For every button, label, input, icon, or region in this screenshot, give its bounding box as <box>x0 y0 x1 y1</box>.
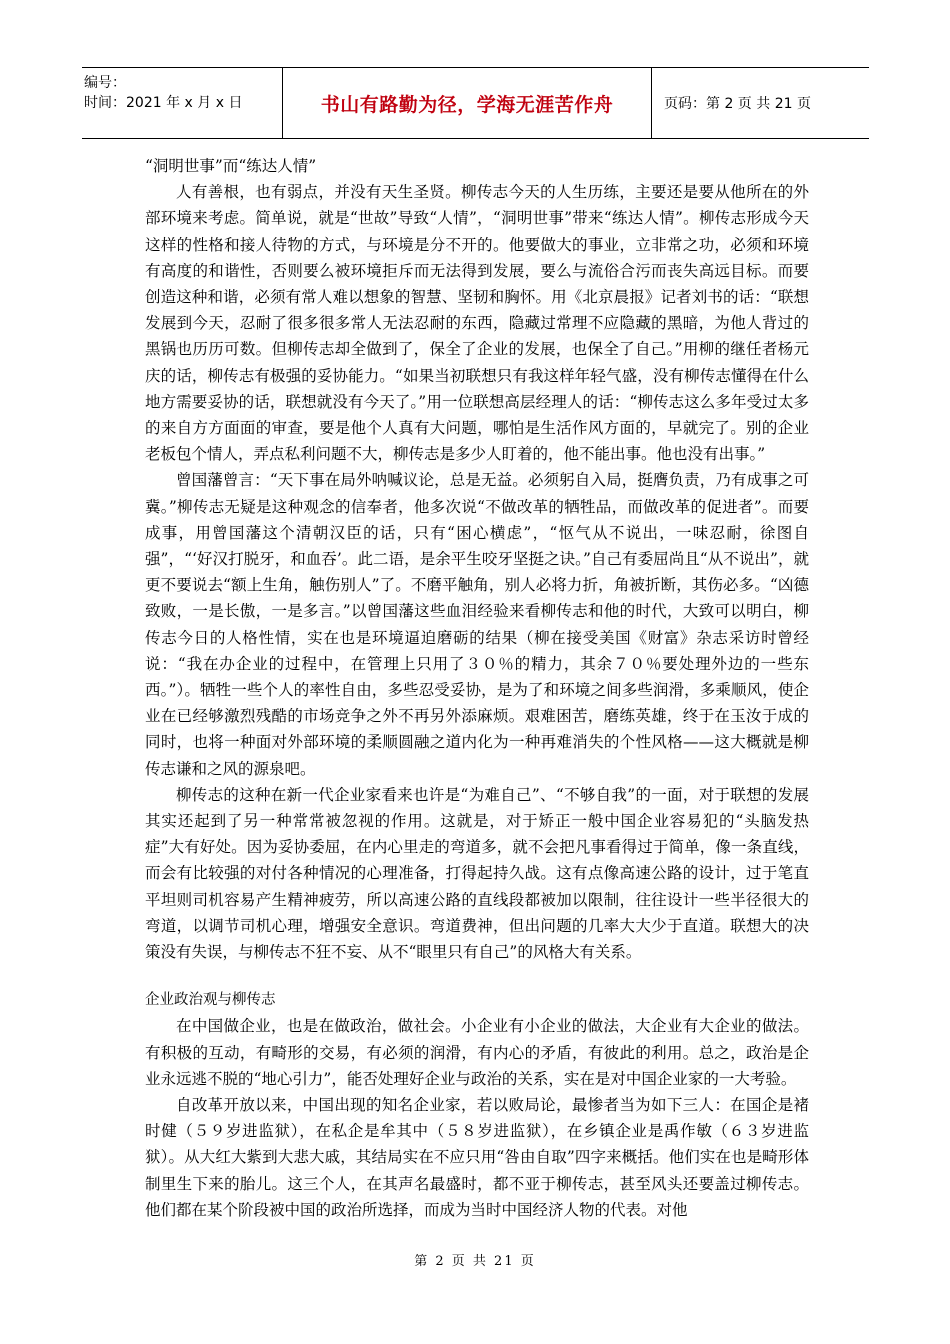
article-body <box>145 153 809 1223</box>
document-number-label: 编号： <box>84 75 126 91</box>
header-meta <box>82 68 282 138</box>
paragraph: 在中国做企业，也是在做政治，做社会。小企业有小企业的做法，大企业有大企业的做法。有积极的互动，有畸形的交易，有必须的润滑，有内心的矛盾，有彼此的利用。总之，政治是企业永远逃不脱的“地心引力”，能否处理好企业与政治的关系，实在是对中国企业家的一大考验。 <box>145 1017 809 1088</box>
header-page-info: 页码：第 2 页 共 21 页 <box>664 96 811 112</box>
page-header <box>82 67 869 139</box>
paragraph: 自改革开放以来，中国出现的知名企业家，若以败局论，最惨者当为如下三人：在国企是褚时健（５９岁进监狱），在私企是牟其中（５８岁进监狱），在乡镇企业是禹作敏（６３岁进监狱）。从大红大紫到大悲大戚，其结局实在不应只用“咎由自取”四字来概括。他们实在也是畸形体制里生下来的胎儿。这三个人，在其声名最盛时，都不亚于柳传志，甚至风头还要盖过柳传志。他们都在某个阶段被中国的政治所选择，而成为当时中国经济人物的代表。对他 <box>145 1095 809 1219</box>
section-heading: 企业政治观与柳传志 <box>145 992 276 1009</box>
document-time-label: 时间：2021 年 x 月 x 日 <box>84 95 243 111</box>
paragraph: 人有善根，也有弱点，并没有天生圣贤。柳传志今天的人生历练，主要还是要从他所在的外部环境来考虑。简单说，就是“世故”导致“人情”，“洞明世事”带来“练达人情”。柳传志形成今天这样的性格和接人待物的方式，与环境是分不开的。他要做大的事业，立非常之功，必须和环境有高度的和谐性，否则要么被环境拒斥而无法得到发展，要么与流俗合污而丧失高远目标。而要创造这种和谐，必须有常人难以想象的智慧、坚韧和胸怀。用《北京晨报》记者刘书的话：“联想发展到今天，忍耐了很多很多常人无法忍耐的东西，隐藏过常理不应隐藏的黑暗，为他人背过的黑锅也历历可数。但柳传志却全做到了，保全了企业的发展，也保全了自己。”用柳的继任者杨元庆的话，柳传志有极强的妥协能力。“如果当初联想只有我这样年轻气盛，没有柳传志懂得在什么地方需要妥协的话，联想就没有今天了。”用一位联想高层经理人的话：“柳传志这么多年受过太多的来自方方面面的审查，要是他个人真有大问题，哪怕是生活作风方面的，早就完了。别的企业老板包个情人，弄点私利问题不大，柳传志是多少人盯着的，他不能出事。他也没有出事。” <box>145 183 809 464</box>
page-footer: 第 2 页 共 21 页 <box>414 1254 536 1269</box>
paragraph: 曾国藩曾言：“天下事在局外呐喊议论，总是无益。必须躬自入局，挺膺负责，乃有成事之可冀。”柳传志无疑是这种观念的信奉者，他多次说“不做改革的牺牲品，而做改革的促进者”。而要成事，用曾国藩这个清朝汉臣的话，只有“困心横虑”，“怄气从不说出，一味忍耐，徐图自强”，“‘好汉打脱牙，和血吞’。此二语，是余平生咬牙坚挺之诀。”自己有委屈尚且“从不说出”，就更不要说去“额上生角，触伤别人”了。不磨平触角，别人必将力折，角被折断，其伤必多。“凶德致败，一是长傲，一是多言。”以曾国藩这些血泪经验来看柳传志和他的时代，大致可以明白，柳传志今日的人格性情，实在也是环境逼迫磨砺的结果（柳在接受美国《财富》杂志采访时曾经说：“我在办企业的过程中，在管理上只用了３０％的精力，其余７０％要处理外边的一些东西。”）。牺牲一些个人的率性自由，多些忍受妥协，是为了和环境之间多些润滑，多乘顺风，使企业在已经够激烈残酷的市场竞争之外不再另外添麻烦。艰难困苦，磨练英雄，终于在玉汝于成的同时，也将一种面对外部环境的柔顺圆融之道内化为一种再难消失的个性风格——这大概就是柳传志谦和之风的源泉吧。 <box>145 471 809 778</box>
article-subtitle: “洞明世事”而“练达人情” <box>145 157 317 175</box>
paragraph: 柳传志的这种在新一代企业家看来也许是“为难自己”、“不够自我”的一面，对于联想的发展其实还起到了另一种常常被忽视的作用。这就是，对于矫正一般中国企业容易犯的“头脑发热症”大有好处。因为妥协委屈，在内心里走的弯道多，就不会把凡事看得过于简单，像一条直线，而会有比较强的对付各种情况的心理准备，打得起持久战。这有点像高速公路的设计，过于笔直平坦则司机容易产生精神疲劳，所以高速公路的直线段都被加以限制，往往设计一些半径很大的弯道，以调节司机心理，增强安全意识。弯道费神，但出问题的几率大大少于直道。联想大的决策没有失误，与柳传志不狂不妄、从不“眼里只有自己”的风格大有关系。 <box>145 785 809 962</box>
header-motto: 书山有路勤为径，学海无涯苦作舟 <box>282 68 652 138</box>
